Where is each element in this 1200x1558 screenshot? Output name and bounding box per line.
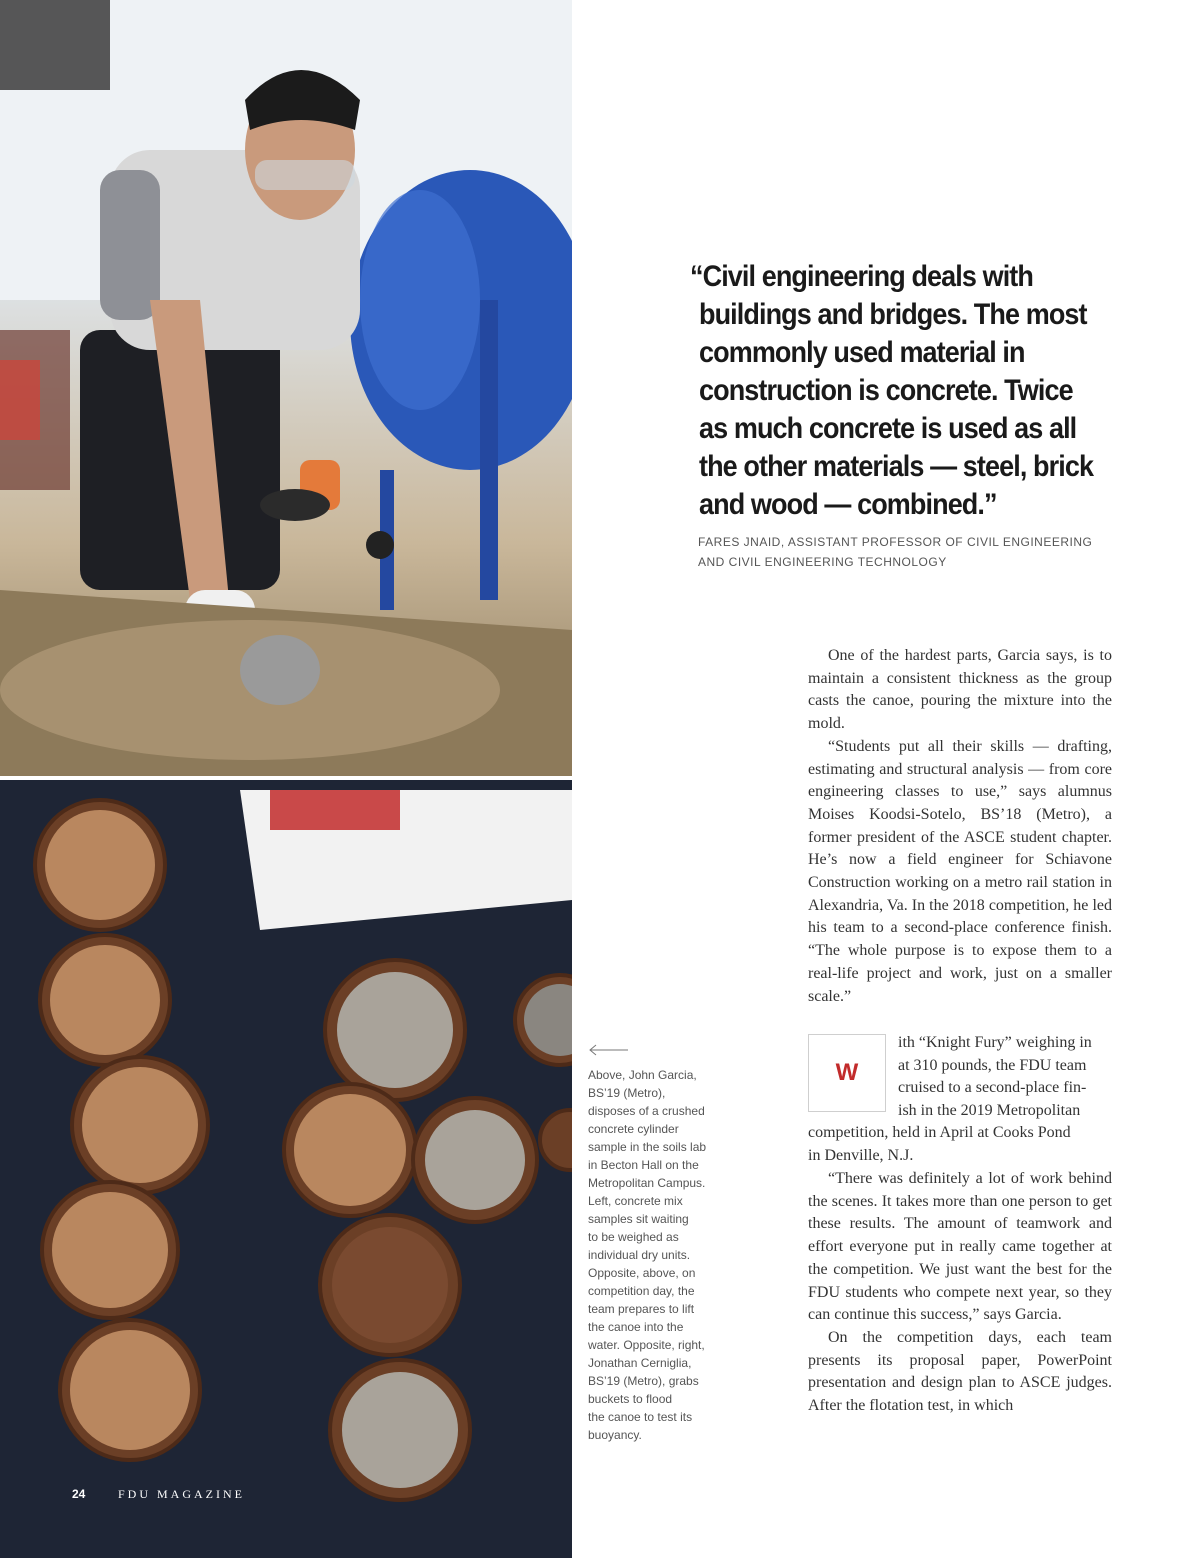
photo-caption [588, 1066, 728, 1444]
caption-line: sample in the soils lab [588, 1140, 707, 1154]
body-line: in Denville, N.J. [808, 1146, 914, 1164]
body-paragraph: “There was definitely a lot of work behind the scenes. It takes more than one person to get these results. The amount of teamwork and effort everyone put in really came together at the competition. We just want the best for the FDU students who compete next year, so they can continue this success,” says Garcia. [808, 1170, 1112, 1324]
body-paragraph: On the competition days, each team presents its proposal paper, PowerPoint presentation and design plan to ASCE judges. After the flotation test, in which [808, 1328, 1112, 1415]
attribution-line: FARES JNAID, ASSISTANT PROFESSOR OF CIVIL ENGINEERING [698, 535, 1093, 549]
photo-student-soils-lab [0, 0, 572, 776]
caption-line: Left, concrete mix [588, 1194, 683, 1208]
photo-concrete-samples [0, 780, 572, 1558]
caption-line: in Becton Hall on the [588, 1158, 699, 1172]
caption-line: buoyancy. [588, 1428, 642, 1442]
dropcap-line: ith “Knight Fury” weighing in [898, 1034, 1092, 1051]
body-column-bottom [808, 1168, 1112, 1418]
body-paragraph: One of the hardest parts, Garcia says, is to maintain a consistent thickness as the group casts the canoe, pouring the mixture into the mold. [808, 647, 1112, 733]
pull-quote-line: “Civil engineering deals with [690, 260, 1033, 293]
dropcap-line: ish in the 2019 Metropolitan [898, 1102, 1081, 1120]
photo-samples-illustration [0, 780, 572, 1558]
pull-quote-line: commonly used material in [699, 336, 1025, 369]
body-line: competition, held in April at Cooks Pond [808, 1124, 1071, 1141]
caption-line: Metropolitan Campus. [588, 1176, 706, 1190]
pull-quote-line: and wood — combined.” [699, 488, 997, 521]
caption-line: Jonathan Cerniglia, [588, 1356, 692, 1370]
drop-cap: W [808, 1034, 886, 1112]
caption-line: team prepares to lift [588, 1302, 695, 1316]
caption-line: samples sit waiting [588, 1212, 689, 1226]
dropcap-paragraph [898, 1032, 1112, 1123]
caption-line: competition day, the [588, 1284, 695, 1298]
caption-line: the canoe into the [588, 1320, 684, 1334]
photo-student-illustration [0, 0, 572, 776]
caption-line: BS’19 (Metro), [588, 1086, 666, 1100]
caption-line: disposes of a crushed [588, 1104, 705, 1118]
caption-line: Opposite, above, on [588, 1266, 696, 1280]
caption-line: the canoe to test its [588, 1410, 693, 1424]
body-paragraph: “Students put all their skills — drafting, estimating and structural analysis — from core engineering classes to use,” says alumnus Moises Koodsi-Sotelo, BS’18 (Metro), a former president of the ASCE student chapter. He’s now a field engineer for Schiavone Construction working on a metro rail station in Alexandria, Va. In the 2018 competition, he led his team to a second-place conference finish. “The whole purpose is to expose them to a real-life project and work, just on a smaller scale.” [808, 737, 1112, 1005]
dropcap-line: cruised to a second-place fin- [898, 1079, 1087, 1097]
dropcap-line: at 310 pounds, the FDU team [898, 1056, 1087, 1074]
attribution-line: AND CIVIL ENGINEERING TECHNOLOGY [698, 555, 947, 569]
quote-attribution [698, 532, 1093, 572]
caption-line: to be weighed as [588, 1230, 679, 1244]
caption-line: Above, John Garcia, [588, 1068, 697, 1082]
caption-line: buckets to flood [588, 1392, 673, 1406]
magazine-title: FDU MAGAZINE [118, 1487, 245, 1501]
left-arrow-icon [588, 1044, 628, 1056]
dropcap-paragraph-continued [808, 1122, 1112, 1167]
body-column-top [808, 645, 1112, 1008]
pull-quote-line: as much concrete is used as all [699, 412, 1077, 445]
page-number: 24 [72, 1487, 86, 1501]
pull-quote-line: buildings and bridges. The most [699, 298, 1087, 331]
pull-quote-line: the other materials — steel, brick [699, 450, 1094, 483]
pull-quote-line: construction is concrete. Twice [699, 374, 1073, 407]
caption-line: individual dry units. [588, 1248, 691, 1262]
pull-quote [690, 258, 1094, 524]
caption-line: BS’19 (Metro), grabs [588, 1374, 699, 1388]
caption-line: water. Opposite, right, [588, 1338, 705, 1352]
caption-line: concrete cylinder [588, 1122, 679, 1136]
